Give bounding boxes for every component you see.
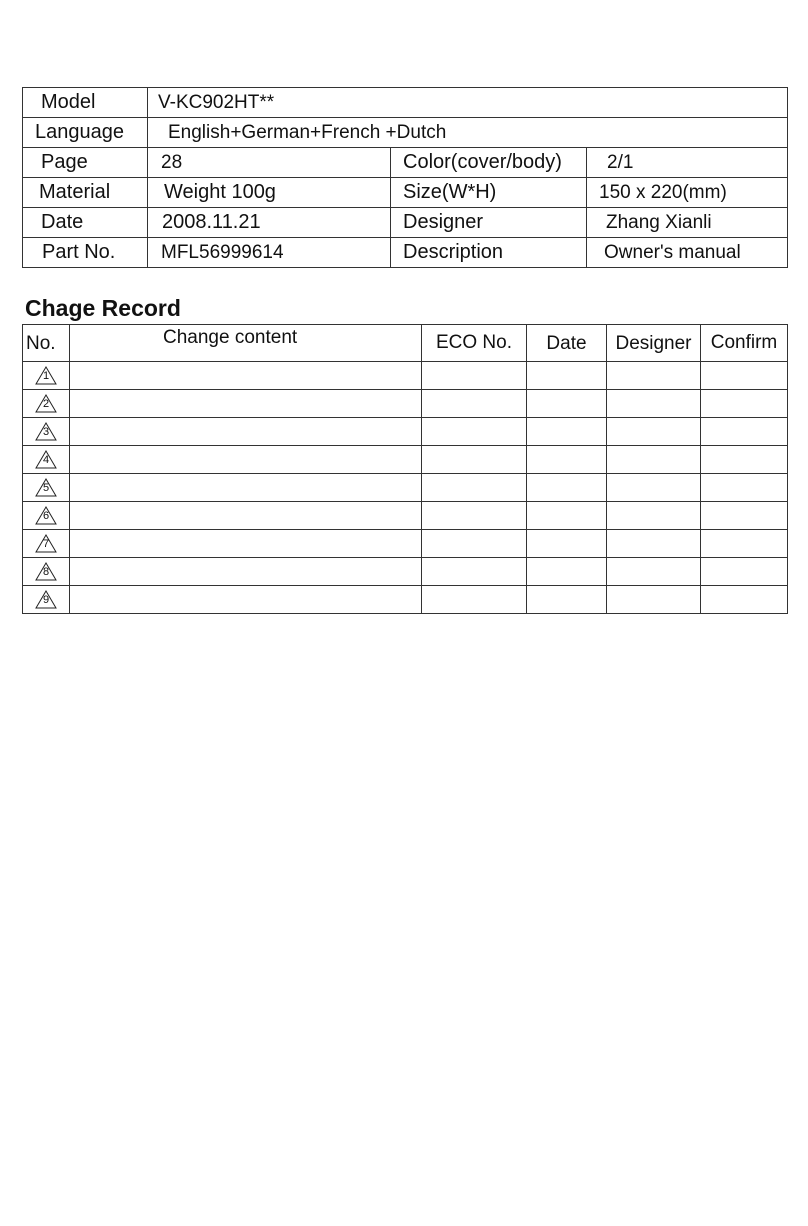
date-cell — [527, 502, 607, 530]
revision-cell — [23, 446, 70, 474]
page-value: 28 — [148, 148, 391, 178]
color-label: Color(cover/body) — [391, 148, 587, 178]
change-content-cell — [70, 530, 422, 558]
change-content-cell — [70, 502, 422, 530]
designer-cell — [607, 390, 701, 418]
change-record-header-row — [23, 325, 788, 362]
change-record-title: Chage Record — [25, 295, 181, 321]
date-cell — [527, 530, 607, 558]
revision-triangle-icon — [35, 590, 57, 609]
eco-no-cell — [422, 586, 527, 614]
date-cell — [527, 586, 607, 614]
confirm-cell — [701, 530, 788, 558]
header-date: Date — [527, 325, 607, 362]
date-cell — [527, 418, 607, 446]
designer-cell — [607, 530, 701, 558]
date-cell — [527, 446, 607, 474]
confirm-cell — [701, 446, 788, 474]
eco-no-cell — [422, 474, 527, 502]
confirm-cell — [701, 418, 788, 446]
spec-row-date — [23, 208, 788, 238]
description-label: Description — [391, 238, 587, 268]
revision-triangle-icon — [35, 394, 57, 413]
change-record-row — [23, 418, 788, 446]
revision-cell — [23, 502, 70, 530]
designer-cell — [607, 446, 701, 474]
confirm-cell — [701, 390, 788, 418]
revision-number: 9 — [42, 594, 50, 606]
revision-number: 5 — [42, 482, 50, 494]
change-record-body — [23, 362, 788, 614]
change-record-row — [23, 558, 788, 586]
part-value: MFL56999614 — [148, 238, 391, 268]
revision-number: 2 — [42, 398, 50, 410]
designer-cell — [607, 558, 701, 586]
change-content-cell — [70, 586, 422, 614]
spec-row-material — [23, 178, 788, 208]
designer-value: Zhang Xianli — [587, 208, 788, 238]
header-confirm: Confirm — [701, 325, 788, 362]
date-cell — [527, 558, 607, 586]
revision-cell — [23, 362, 70, 390]
spec-row-language — [23, 118, 788, 148]
change-record-row — [23, 530, 788, 558]
change-record-row — [23, 390, 788, 418]
change-record-row — [23, 474, 788, 502]
spec-row-model — [23, 88, 788, 118]
model-value: V-KC902HT** — [148, 88, 788, 118]
eco-no-cell — [422, 558, 527, 586]
revision-triangle-icon — [35, 450, 57, 469]
language-label: Language — [23, 118, 148, 148]
date-label: Date — [23, 208, 148, 238]
eco-no-cell — [422, 530, 527, 558]
change-record-row — [23, 362, 788, 390]
page-label: Page — [23, 148, 148, 178]
eco-no-cell — [422, 502, 527, 530]
header-eco-no: ECO No. — [422, 325, 527, 362]
confirm-cell — [701, 362, 788, 390]
change-record-row — [23, 446, 788, 474]
change-content-cell — [70, 390, 422, 418]
change-content-cell — [70, 558, 422, 586]
revision-number: 8 — [42, 566, 50, 578]
revision-cell — [23, 474, 70, 502]
revision-cell — [23, 586, 70, 614]
date-value: 2008.11.21 — [148, 208, 391, 238]
date-cell — [527, 362, 607, 390]
designer-cell — [607, 474, 701, 502]
confirm-cell — [701, 558, 788, 586]
revision-number: 4 — [42, 454, 50, 466]
eco-no-cell — [422, 418, 527, 446]
change-record-row — [23, 586, 788, 614]
designer-cell — [607, 418, 701, 446]
change-content-cell — [70, 418, 422, 446]
eco-no-cell — [422, 390, 527, 418]
eco-no-cell — [422, 446, 527, 474]
revision-number: 1 — [42, 370, 50, 382]
language-value: English+German+French +Dutch — [148, 118, 788, 148]
description-value: Owner's manual — [587, 238, 788, 268]
model-label: Model — [23, 88, 148, 118]
revision-cell — [23, 558, 70, 586]
revision-number: 7 — [42, 538, 50, 550]
date-cell — [527, 390, 607, 418]
spec-row-part — [23, 238, 788, 268]
revision-triangle-icon — [35, 506, 57, 525]
eco-no-cell — [422, 362, 527, 390]
header-change-content: Change content — [70, 325, 422, 362]
revision-cell — [23, 390, 70, 418]
revision-cell — [23, 530, 70, 558]
spec-row-page — [23, 148, 788, 178]
size-value: 150 x 220(mm) — [587, 178, 788, 208]
confirm-cell — [701, 502, 788, 530]
change-content-cell — [70, 446, 422, 474]
confirm-cell — [701, 474, 788, 502]
designer-cell — [607, 586, 701, 614]
revision-triangle-icon — [35, 534, 57, 553]
spec-table — [22, 87, 788, 268]
revision-cell — [23, 418, 70, 446]
confirm-cell — [701, 586, 788, 614]
change-record-row — [23, 502, 788, 530]
date-cell — [527, 474, 607, 502]
revision-number: 3 — [42, 426, 50, 438]
material-label: Material — [23, 178, 148, 208]
revision-triangle-icon — [35, 478, 57, 497]
designer-cell — [607, 502, 701, 530]
header-no: No. — [23, 325, 70, 362]
size-label: Size(W*H) — [391, 178, 587, 208]
designer-label: Designer — [391, 208, 587, 238]
revision-number: 6 — [42, 510, 50, 522]
revision-triangle-icon — [35, 562, 57, 581]
revision-triangle-icon — [35, 366, 57, 385]
material-value: Weight 100g — [148, 178, 391, 208]
color-value: 2/1 — [587, 148, 788, 178]
change-record-table — [22, 324, 788, 614]
change-content-cell — [70, 474, 422, 502]
header-designer: Designer — [607, 325, 701, 362]
revision-triangle-icon — [35, 422, 57, 441]
change-content-cell — [70, 362, 422, 390]
part-label: Part No. — [23, 238, 148, 268]
designer-cell — [607, 362, 701, 390]
